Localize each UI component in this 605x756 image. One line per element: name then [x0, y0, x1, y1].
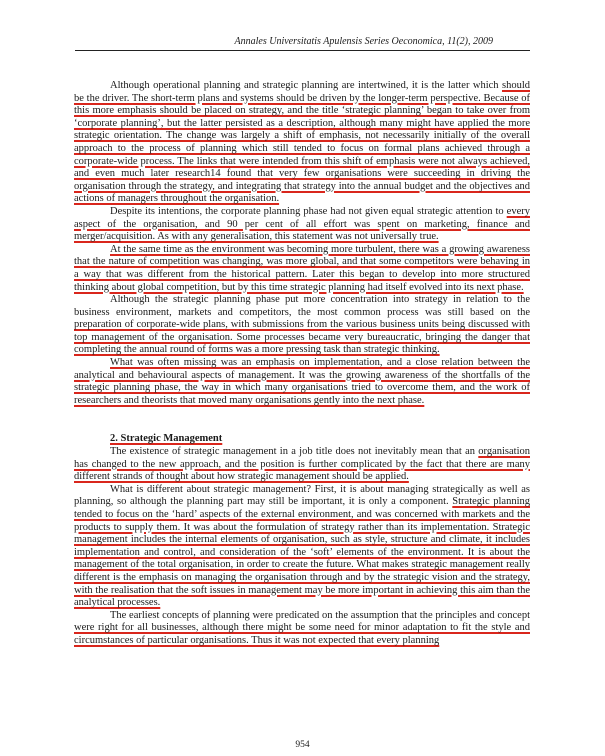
document-body — [74, 80, 530, 648]
paragraph — [74, 610, 530, 648]
paragraph — [74, 357, 530, 407]
highlighted-text: should be the driver. The short-term plans and systems should be driven by the longer-term perspective. Because of this more emphasis should be placed on strategy, and the title ‘strategic planning’ began to take over from ‘corporate planning’, but the latter persisted as a description, although many might have applied the more strategic orientation. The change was largely a shift of emphasis, not necessarily initially of the overall approach to the process of planning which still tended to focus on formal plans achieved through a corporate-wide process. The links that were intended from this shift of emphasis were not always achieved, and even much later research14 found that very few organisations were succeeding in driving the organisation through the strategy, and integrating that strategy into the annual budget and the objectives and actions of managers throughout the organisation. — [74, 80, 530, 205]
paragraph-text: Although operational planning and strategic planning are intertwined, it is the latter which — [110, 80, 502, 91]
paragraph — [74, 484, 530, 610]
paragraph-text: The earliest concepts of planning were predicated on the assumption that the principles and concept — [110, 609, 530, 621]
paragraph-text: Despite its intentions, the corporate planning phase had not given equal strategic attention to — [110, 205, 507, 217]
highlighted-text: organisation has changed to the new approach, and the position is further complicated by the fact that there are many different strands of thought about how strategic management should be applied. — [74, 446, 530, 483]
highlighted-text: every aspect of the organisation, and 90 per cent of all effort was spent on marketing, finance and merger/acquisition. As with any generalisation, this statement was not universally true. — [74, 205, 530, 243]
paragraph — [74, 80, 530, 206]
highlighted-text: were right for all businesses, although there might be some need for minor adaptation to fit the style and circumstances of particular organisations. Thus it was not expected that every planning — [74, 622, 530, 646]
paragraph — [74, 244, 530, 294]
paragraph — [74, 294, 530, 357]
page-number: 954 — [295, 740, 310, 750]
paragraph-text: Although the strategic planning phase put more concentration into strategy in relation to the business environment, markets and competitors, the most common process was still based on the — [74, 294, 530, 318]
paragraph — [74, 446, 530, 484]
running-head: Annales Universitatis Apulensis Series Oeconomica, 11(2), 2009 — [234, 36, 493, 47]
section-heading-text: 2. Strategic Management — [110, 433, 223, 445]
highlighted-text: preparation of corporate-wide plans, with submissions from the various business units being discussed with top management of the organisation. Some processes became very bureaucratic, bringing the danger that completing the annual round of forms was a more pressing task than strategic thinking. — [74, 319, 530, 356]
paragraph-text: The existence of strategic management in a job title does not inevitably mean that an — [110, 446, 479, 458]
paragraph-text: What is different about strategic management? First, it is about managing strategically as well as planning, so although the planning part may still be important, it is only a component. — [74, 483, 530, 508]
header-rule — [75, 50, 530, 51]
highlighted-text: What was often missing was an emphasis on implementation, and a close relation between the analytical and behavioural aspects of management. It was the growing awareness of the shortfalls of the strategic planning phase, the way in which many organisations tried to overcome them, and the work of researchers and theorists that moved many organisations gently into the next phase. — [74, 357, 530, 406]
section-heading — [110, 433, 530, 446]
paragraph — [74, 206, 530, 244]
highlighted-text: At the same time as the environment was becoming more turbulent, there was a growing awareness that the nature of competition was changing, was more global, and that some competitors were behaving in a way that was different from the historical pattern. Later this began to develop into more structured thinking about global competition, but by this time strategic planning had itself evolved into its next phase. — [74, 243, 530, 293]
highlighted-text: Strategic planning tended to focus on the ‘hard’ aspects of the external environment, and was concerned with markets and the products to supply them. It was about the formulation of strategy rather than its implementation. Strategic management includes the internal elements of organisation, such as style, structure and climate, it includes implementation and control, and consideration of the ‘soft’ elements of the environment. It is about the management of the total organisation, in order to create the future. What makes strategic management really different is the emphasis on managing the organisation through and by the strategic vision and the strategy, with the realisation that the soft issues in management may be more important in achieving this aim than the analytical processes. — [74, 496, 530, 609]
